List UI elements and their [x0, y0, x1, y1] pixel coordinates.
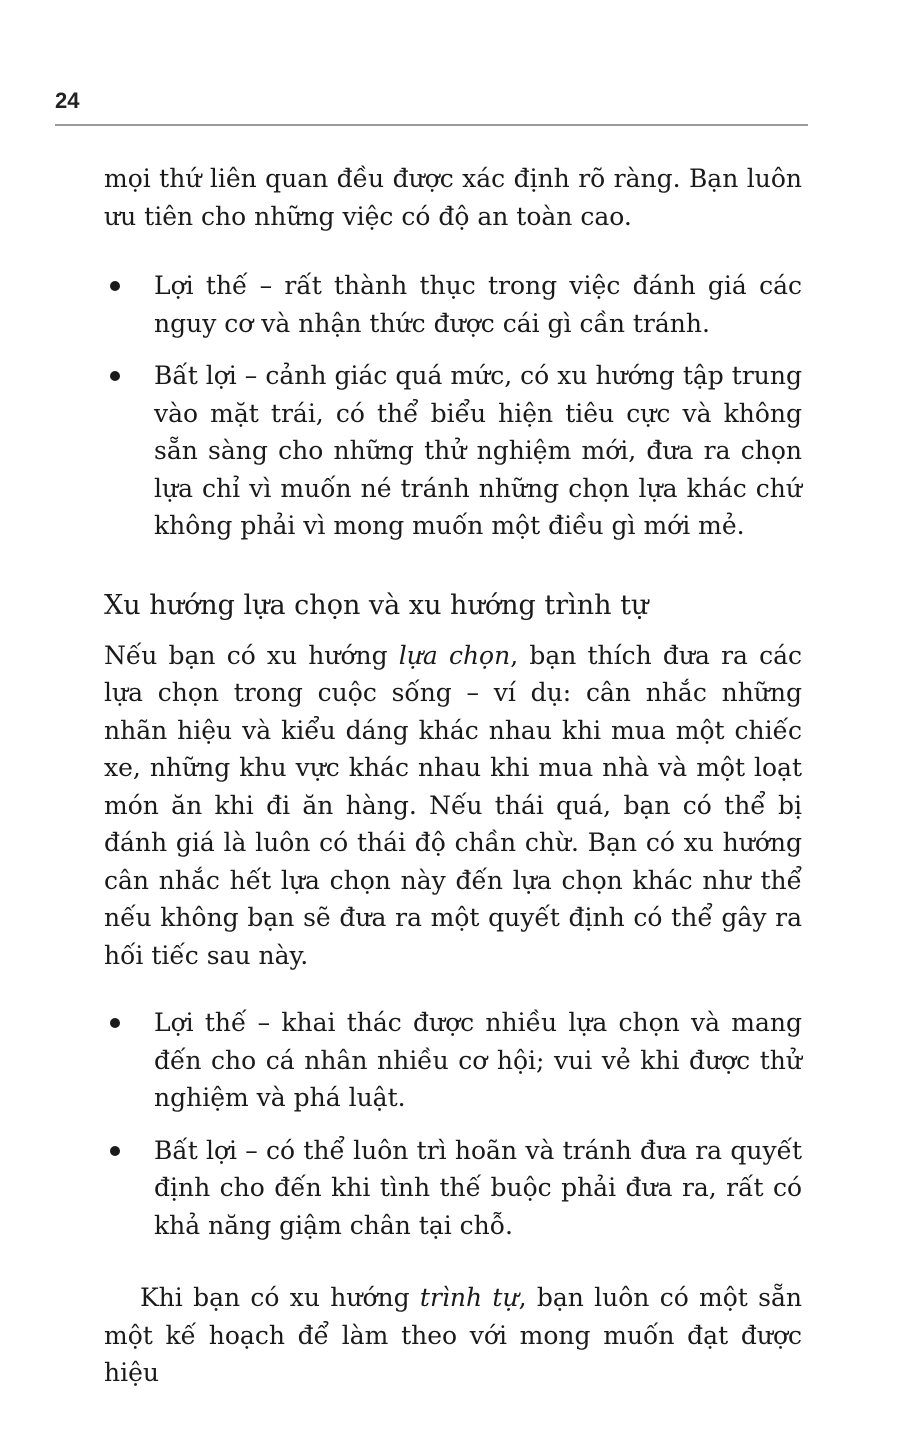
list-item: [104, 1004, 802, 1117]
bullet-list-2: [104, 1004, 802, 1244]
section-heading: Xu hướng lựa chọn và xu hướng trình tự: [104, 589, 649, 621]
choice-paragraph: [104, 637, 802, 975]
bullet-icon: [110, 1018, 120, 1028]
sequence-paragraph: [104, 1279, 802, 1392]
text-run: Khi bạn có xu hướng: [140, 1283, 420, 1312]
bullet-icon: [110, 281, 120, 291]
page-body: [104, 160, 802, 1392]
list-item-text: Bất lợi – cảnh giác quá mức, có xu hướng tập trung vào mặt trái, có thể biểu hiện tiêu cực và không sẵn sàng cho những thử nghiệm mới, đưa ra chọn lựa chỉ vì muốn né tránh những chọn lựa khác chứ không phải vì mong muốn một điều gì mới mẻ.: [154, 361, 802, 540]
bullet-icon: [110, 371, 120, 381]
bullet-list-1: [104, 267, 802, 545]
list-item-text: Bất lợi – có thể luôn trì hoãn và tránh đưa ra quyết định cho đến khi tình thế buộc phải đưa ra, rất có khả năng giậm chân tại chỗ.: [154, 1135, 802, 1240]
list-item-text: Lợi thế – khai thác được nhiều lựa chọn và mang đến cho cá nhân nhiều cơ hội; vui vẻ khi được thử nghiệm và phá luật.: [154, 1008, 802, 1112]
list-item: [104, 1132, 802, 1245]
intro-paragraph: mọi thứ liên quan đều được xác định rõ ràng. Bạn luôn ưu tiên cho những việc có độ an toàn cao.: [104, 164, 802, 231]
page-number: 24: [55, 88, 80, 113]
list-item: [104, 357, 802, 545]
emphasis-text: trình tự: [419, 1283, 519, 1312]
text-run: , bạn thích đưa ra các lựa chọn trong cuộc sống – ví dụ: cân nhắc những nhãn hiệu và kiểu dáng khác nhau khi mua một chiếc xe, những khu vực khác nhau khi mua nhà và một loạt món ăn khi đi ăn hàng. Nếu thái quá, bạn có thể bị đánh giá là luôn có thái độ chần chừ. Bạn có xu hướng cân nhắc hết lựa chọn này đến lựa chọn khác như thể nếu không bạn sẽ đưa ra một quyết định có thể gây ra hối tiếc sau này.: [104, 640, 802, 970]
bullet-icon: [110, 1146, 120, 1156]
text-run: Nếu bạn có xu hướng: [104, 640, 399, 670]
text-run: , bạn luôn có một sẵn một kế hoạch để làm theo với mong muốn đạt được hiệu: [104, 1283, 802, 1387]
list-item: [104, 267, 802, 342]
emphasis-text: lựa chọn: [398, 640, 511, 670]
list-item-text: Lợi thế – rất thành thục trong việc đánh giá các nguy cơ và nhận thức được cái gì cần tránh.: [154, 271, 802, 338]
header-rule: [55, 124, 808, 126]
